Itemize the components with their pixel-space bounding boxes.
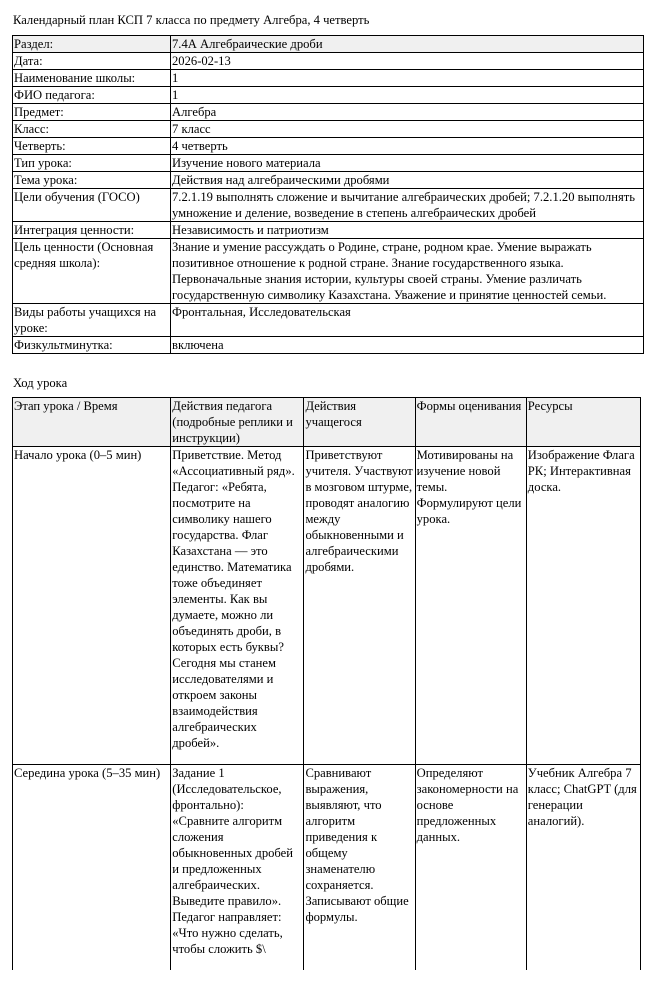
info-label: Класс: [13, 121, 171, 138]
info-label: Наименование школы: [13, 70, 171, 87]
column-header-resources: Ресурсы [526, 398, 640, 447]
info-row [13, 70, 644, 87]
info-value: 1 [171, 70, 644, 87]
info-row [13, 189, 644, 222]
info-row [13, 53, 644, 70]
student-actions-cell: Сравнивают выражения, выявляют, что алгоритм приведения к общему знаменателю сохраняется. Записывают общие формулы. [304, 765, 415, 971]
teacher-actions-cell: Задание 1 (Исследовательское, фронтально): «Сравните алгоритм сложения обыкновенных дробей и предложенных алгебраических. Выведите правило». Педагог направляет: «Что нужно сделать, чтобы сложить $\ [171, 765, 304, 971]
info-value: Алгебра [171, 104, 644, 121]
info-label: Дата: [13, 53, 171, 70]
info-row [13, 138, 644, 155]
info-row [13, 104, 644, 121]
info-row [13, 121, 644, 138]
lesson-stage-row [13, 765, 641, 971]
info-value: 7.4А Алгебраические дроби [171, 36, 644, 53]
lesson-stage-row [13, 447, 641, 765]
lesson-info-table [12, 35, 644, 354]
lesson-flow-heading: Ход урока [13, 376, 68, 390]
column-header-student-actions: Действия учащегося [304, 398, 415, 447]
info-value: включена [171, 337, 644, 354]
info-value: 2026-02-13 [171, 53, 644, 70]
resources-cell: Учебник Алгебра 7 класс; ChatGPT (для генерации аналогий). [526, 765, 640, 971]
info-row [13, 87, 644, 104]
stage-cell: Начало урока (0–5 мин) [13, 447, 171, 765]
resources-cell: Изображение Флага РК; Интерактивная доска. [526, 447, 640, 765]
info-value: Изучение нового материала [171, 155, 644, 172]
info-row [13, 36, 644, 53]
info-label: Виды работы учащихся на уроке: [13, 304, 171, 337]
assessment-cell: Мотивированы на изучение новой темы. Формулируют цели урока. [415, 447, 526, 765]
info-value: 7.2.1.19 выполнять сложение и вычитание алгебраических дробей; 7.2.1.20 выполнять умножение и деление, возведение в степень алгебраических дробей [171, 189, 644, 222]
info-value: Фронтальная, Исследовательская [171, 304, 644, 337]
info-value: Знание и умение рассуждать о Родине, стране, родном крае. Умение выражать позитивное отношение к родной стране. Знание государственного языка. Первоначальные знания истории, культуры своей страны. Умение различать государственную символику Казахстана. Уважение и принятие ценностей семьи. [171, 239, 644, 304]
info-label: Цель ценности (Основная средняя школа): [13, 239, 171, 304]
info-label: Тема урока: [13, 172, 171, 189]
info-value: 1 [171, 87, 644, 104]
info-row [13, 337, 644, 354]
document-title: Календарный план КСП 7 класса по предмету Алгебра, 4 четверть [13, 13, 370, 27]
column-header-stage: Этап урока / Время [13, 398, 171, 447]
info-row [13, 239, 644, 304]
info-label: Четверть: [13, 138, 171, 155]
teacher-actions-cell: Приветствие. Метод «Ассоциативный ряд». Педагог: «Ребята, посмотрите на символику нашего государства. Флаг Казахстана — это единство. Математика тоже объединяет элементы. Как вы думаете, можно ли объединять дроби, в которых есть буквы? Сегодня мы станем исследователями и откроем законы взаимодействия алгебраических дробей». [171, 447, 304, 765]
lesson-flow-table [12, 397, 641, 970]
info-label: Предмет: [13, 104, 171, 121]
info-row [13, 155, 644, 172]
info-row [13, 172, 644, 189]
info-label: Цели обучения (ГОСО) [13, 189, 171, 222]
info-row [13, 222, 644, 239]
column-header-teacher-actions: Действия педагога (подробные реплики и инструкции) [171, 398, 304, 447]
info-value: 4 четверть [171, 138, 644, 155]
assessment-cell: Определяют закономерности на основе предложенных данных. [415, 765, 526, 971]
info-label: Физкультминутка: [13, 337, 171, 354]
info-row [13, 304, 644, 337]
info-label: ФИО педагога: [13, 87, 171, 104]
info-label: Тип урока: [13, 155, 171, 172]
info-value: Действия над алгебраическими дробями [171, 172, 644, 189]
student-actions-cell: Приветствуют учителя. Участвуют в мозговом штурме, проводят аналогию между обыкновенными и алгебраическими дробями. [304, 447, 415, 765]
info-value: 7 класс [171, 121, 644, 138]
info-label: Интеграция ценности: [13, 222, 171, 239]
info-value: Независимость и патриотизм [171, 222, 644, 239]
info-label: Раздел: [13, 36, 171, 53]
stage-cell: Середина урока (5–35 мин) [13, 765, 171, 971]
lesson-table-header-row [13, 398, 641, 447]
column-header-assessment: Формы оценивания [415, 398, 526, 447]
